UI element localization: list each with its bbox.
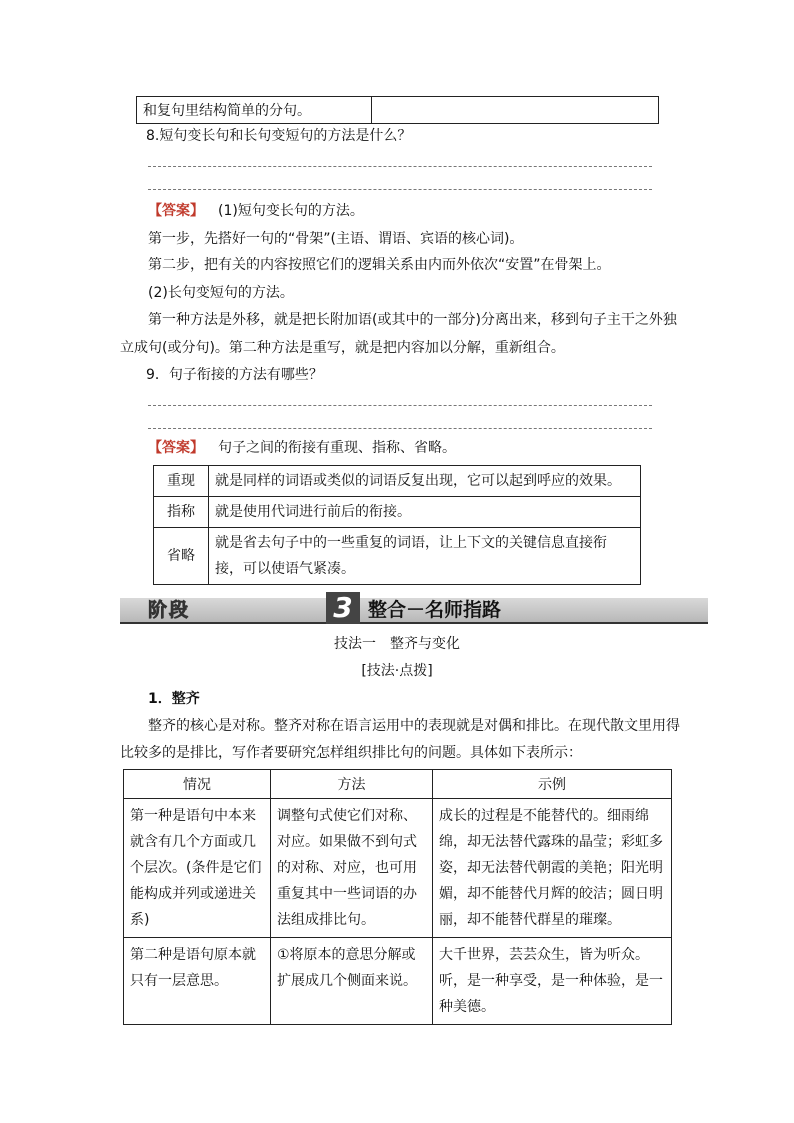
question-8: 8.短句变长句和长句变短句的方法是什么？ <box>146 128 412 144</box>
q8-line-5: 立成句(或分句)。第二种方法是重写，就是把内容加以分解，重新组合。 <box>120 340 565 356</box>
top-table-right-cell <box>372 97 659 124</box>
cohesion-desc: 就是使用代词进行前后的衔接。 <box>209 497 641 528</box>
answer-text: 句子之间的衔接有重现、指称、省略。 <box>218 440 456 456</box>
answer-tag: 【答案】 <box>148 440 204 456</box>
cohesion-key: 省略 <box>154 528 209 585</box>
header-method: 方法 <box>271 770 433 799</box>
table-row <box>154 497 641 528</box>
method-cell: 调整句式使它们对称、对应。如果做不到句式的对称、对应，也可用重复其中一些词语的办法组成排比句。 <box>271 799 433 938</box>
cohesion-desc: 就是省去句子中的一些重复的词语，让上下文的关键信息直接衔接，可以使语气紧凑。 <box>209 528 641 585</box>
banner-stage-label: 阶段 <box>148 599 191 621</box>
header-example: 示例 <box>433 770 672 799</box>
cohesion-key: 指称 <box>154 497 209 528</box>
answer-text: (1)短句变长句的方法。 <box>218 203 364 219</box>
example-cell: 大千世界，芸芸众生，皆为听众。听，是一种享受，是一种体验，是一种美德。 <box>433 938 672 1025</box>
answer-line-4 <box>148 428 652 429</box>
table-row <box>124 799 672 938</box>
table-row <box>154 528 641 585</box>
section-subheading: [技法·点拨] <box>361 663 433 679</box>
item-title: 1．整齐 <box>148 691 200 707</box>
q8-answer <box>148 201 364 221</box>
banner-title: 整合－名师指路 <box>368 599 502 621</box>
paragraph-1: 整齐的核心是对称。整齐对称在语言运用中的表现就是对偶和排比。在现代散文里用得 <box>148 718 680 734</box>
method-table <box>123 769 672 1025</box>
q9-answer <box>148 438 456 458</box>
answer-line-2 <box>148 189 652 190</box>
answer-line-3 <box>148 405 652 406</box>
cohesion-table <box>153 465 641 585</box>
answer-line-1 <box>148 166 652 167</box>
top-table-left-cell: 和复句里结构简单的分句。 <box>137 97 372 124</box>
top-table <box>136 96 659 124</box>
section-heading: 技法一 整齐与变化 <box>334 636 460 652</box>
header-situation: 情况 <box>124 770 271 799</box>
banner-stage-number: 3 <box>326 592 360 624</box>
method-cell: ①将原本的意思分解或扩展成几个侧面来说。 <box>271 938 433 1025</box>
q8-line-1: 第一步，先搭好一句的“骨架”(主语、谓语、宾语的核心词)。 <box>148 231 524 247</box>
cohesion-desc: 就是同样的词语或类似的词语反复出现，它可以起到呼应的效果。 <box>209 466 641 497</box>
question-9: 9．句子衔接的方法有哪些？ <box>146 367 323 383</box>
paragraph-2: 比较多的是排比，写作者要研究怎样组织排比句的问题。具体如下表所示： <box>120 745 582 761</box>
stage-banner <box>120 591 708 624</box>
situation-cell: 第二种是语句原本就只有一层意思。 <box>124 938 271 1025</box>
q8-line-4: 第一种方法是外移，就是把长附加语(或其中的一部分)分离出来，移到句子主干之外独 <box>148 312 677 328</box>
situation-cell: 第一种是语句中本来就含有几个方面或几个层次。(条件是它们能构成并列或递进关系) <box>124 799 271 938</box>
answer-tag: 【答案】 <box>148 203 204 219</box>
q8-line-2: 第二步，把有关的内容按照它们的逻辑关系由内而外依次“安置”在骨架上。 <box>148 257 611 273</box>
example-cell: 成长的过程是不能替代的。细雨绵绵，却无法替代露珠的晶莹；彩虹多姿，却无法替代朝霞的美艳；阳光明媚，却不能替代月辉的皎洁；圆日明丽，却不能替代群星的璀璨。 <box>433 799 672 938</box>
table-row <box>124 938 672 1025</box>
q8-line-3: (2)长句变短句的方法。 <box>148 285 294 301</box>
table-row <box>154 466 641 497</box>
cohesion-key: 重现 <box>154 466 209 497</box>
